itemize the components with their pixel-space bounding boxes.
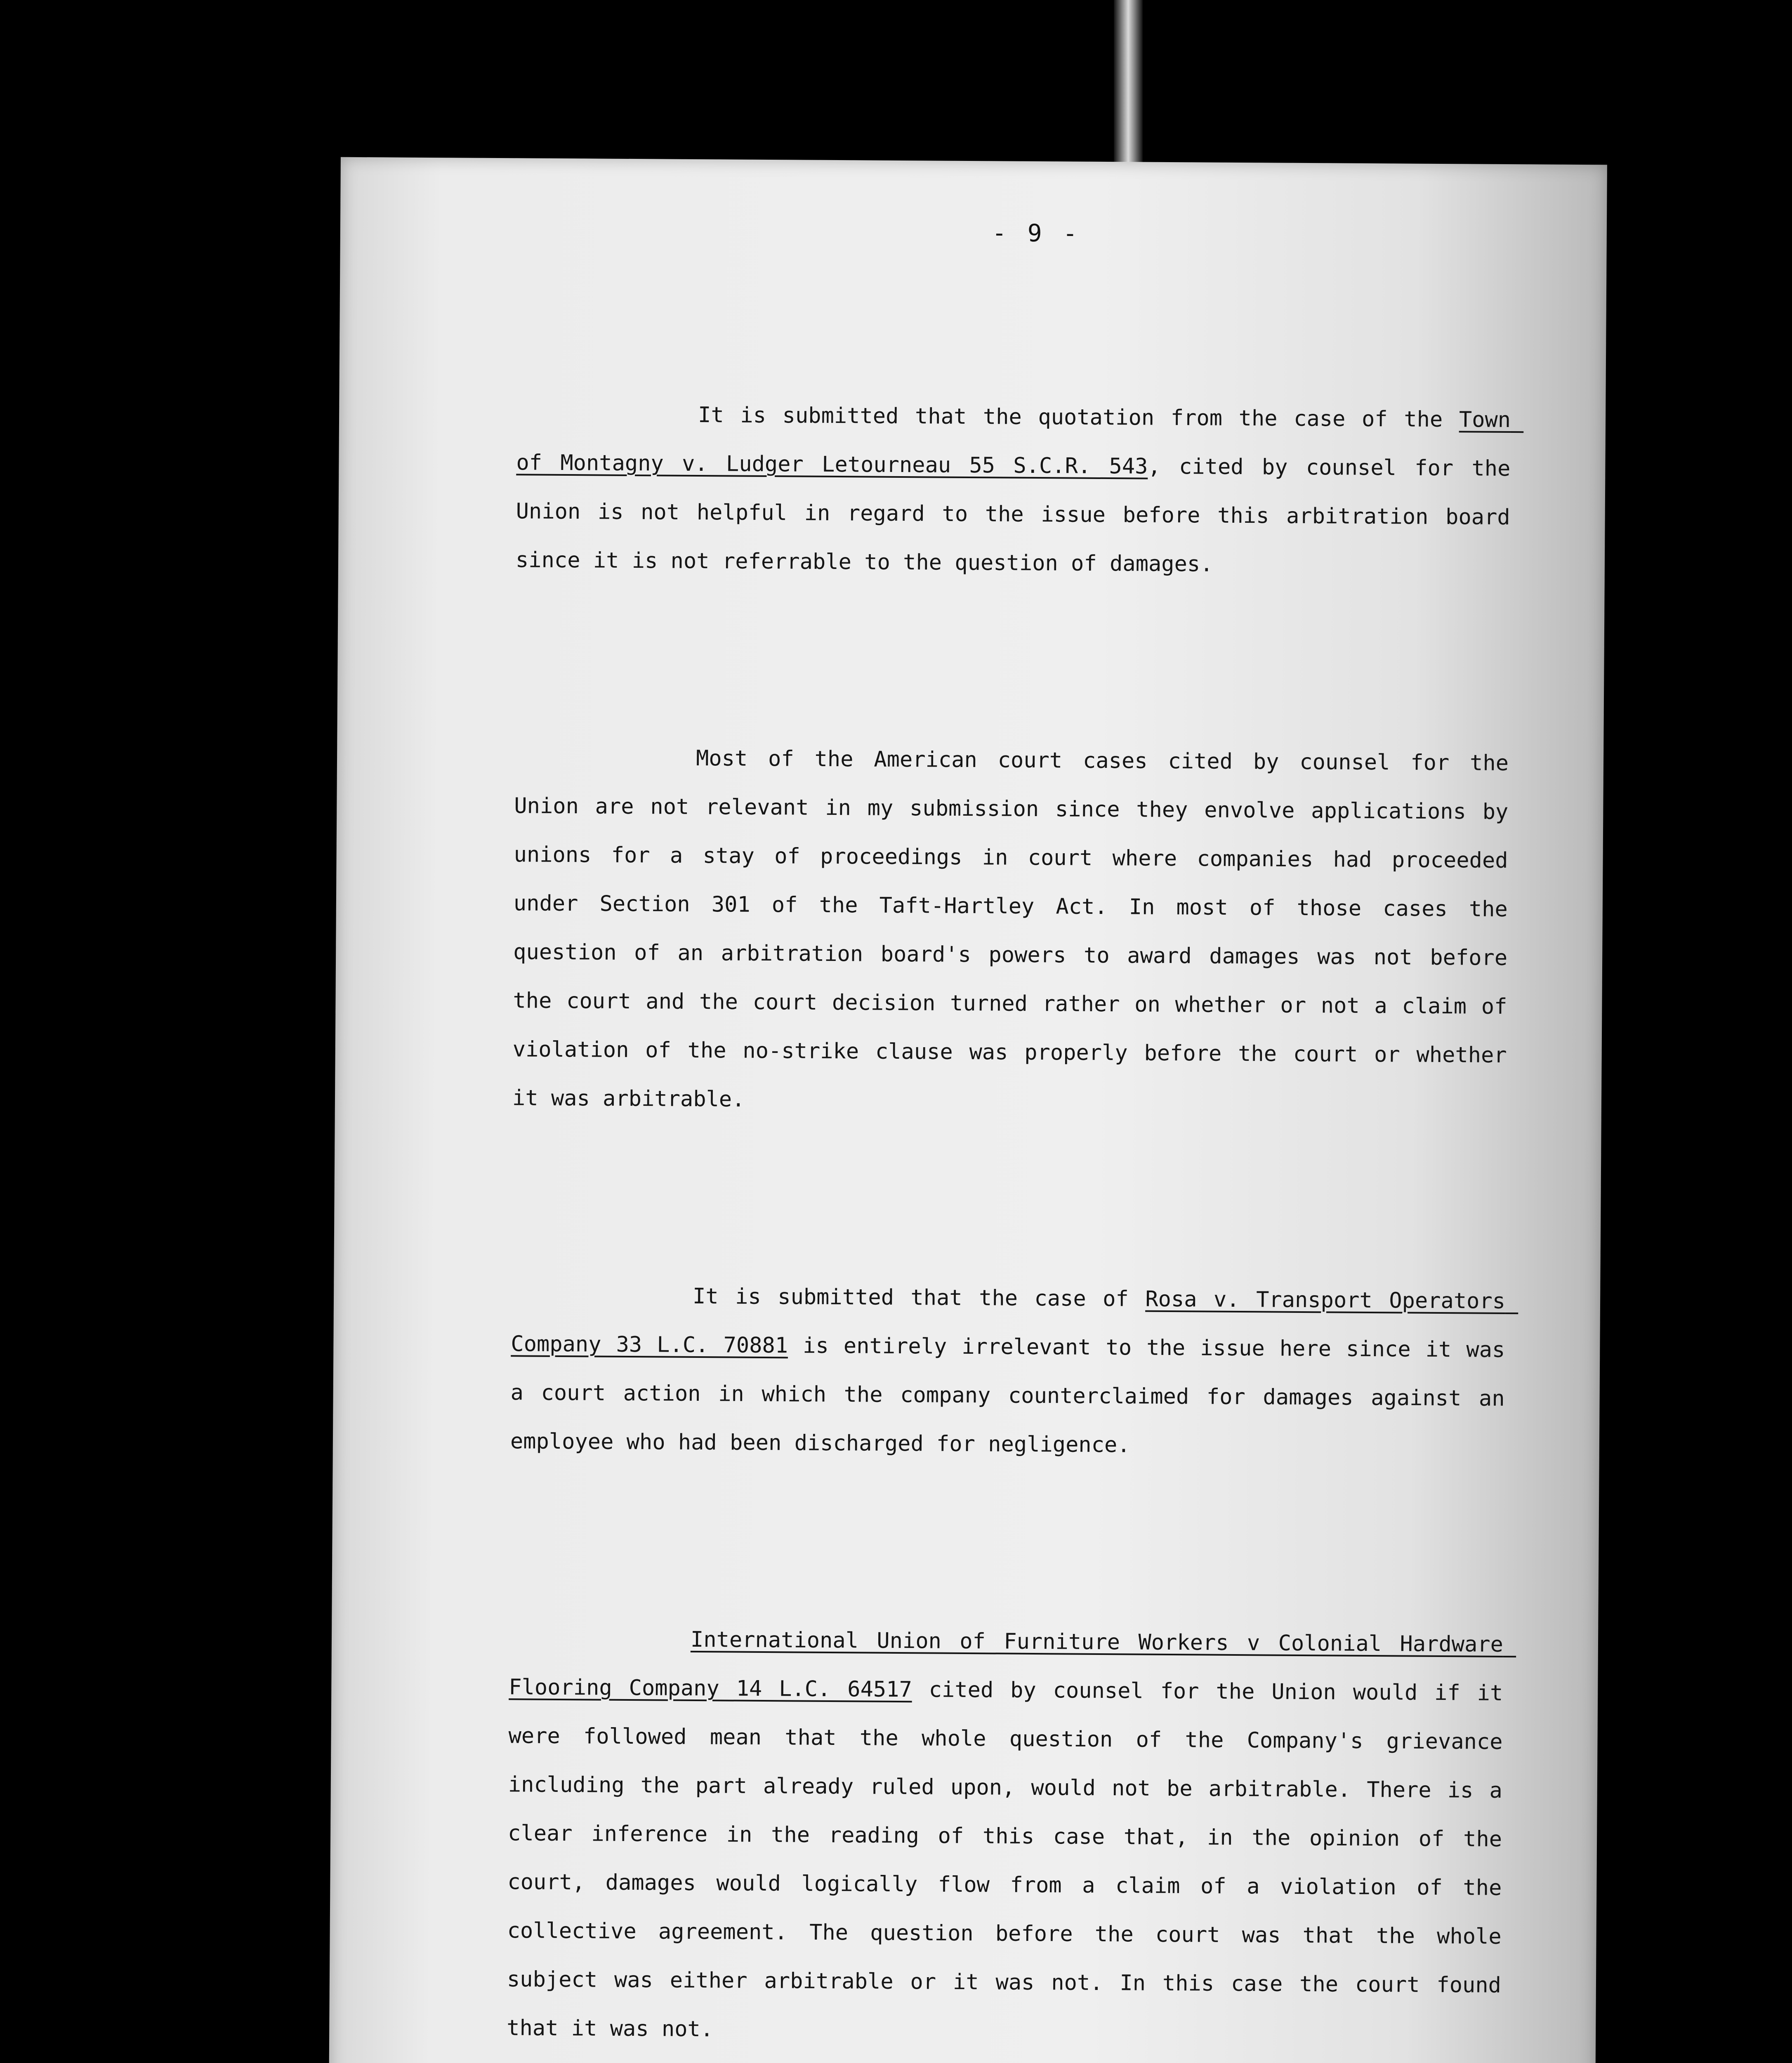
paragraph-text: Most of the American court cases cited by counsel for the Union are not relevant in my submission since they envolve applications by unions for a stay of proceedings in court where companies had proceeded under Section 301 of the Taft-Hartley Act. In most of those cases the question of an arbitration board's powers to award damages was not before the court and the court decision turned rather on whether or not a claim of violation of the no-strike clause was properly before the court or whether it was arbitrable. <box>512 746 1522 1112</box>
document-body <box>500 292 1524 2063</box>
paragraph-text: It is submitted that the quotation from the case of the <box>698 402 1460 432</box>
case-citation: Town of Montagny v. Ludger Letourneau 55 S.C.R. 543 <box>516 407 1524 479</box>
paragraph <box>510 1271 1518 1472</box>
case-citation: Rosa v. Transport Operators Company 33 L.C. 70881 <box>511 1286 1518 1358</box>
paragraph-text: It is submitted that the case of <box>692 1284 1146 1312</box>
paragraph <box>507 1614 1516 2058</box>
document-page <box>328 157 1607 2063</box>
paragraph <box>515 389 1524 590</box>
paragraph-text: , cited by counsel for the Union is not helpful in regard to the issue before this arbitration board since it is not referrable to the question of damages. <box>515 454 1523 577</box>
paragraph-text: is entirely irrelevant to the issue here since it was a court action in which the company counterclaimed for damages against an employee who had been discharged for negligence. <box>510 1333 1518 1458</box>
page-number: - 9 - <box>992 219 1081 248</box>
case-citation: International Union of Furniture Workers v Colonial Hardware Flooring Company 14 L.C. 64517 <box>509 1627 1516 1702</box>
paragraph-text: cited by counsel for the Union would if it were followed mean that the whole question of the Company's grievance including the part already ruled upon, would not be arbitrable. There is a clear inference in the reading of this case that, in the opinion of the court, damages would logically flow from a claim of a violation of the collective agreement. The question before the court was that the whole subject was either arbitrable or it was not. In this case the court found that it was not. <box>507 1677 1516 2042</box>
paragraph <box>512 733 1522 1128</box>
